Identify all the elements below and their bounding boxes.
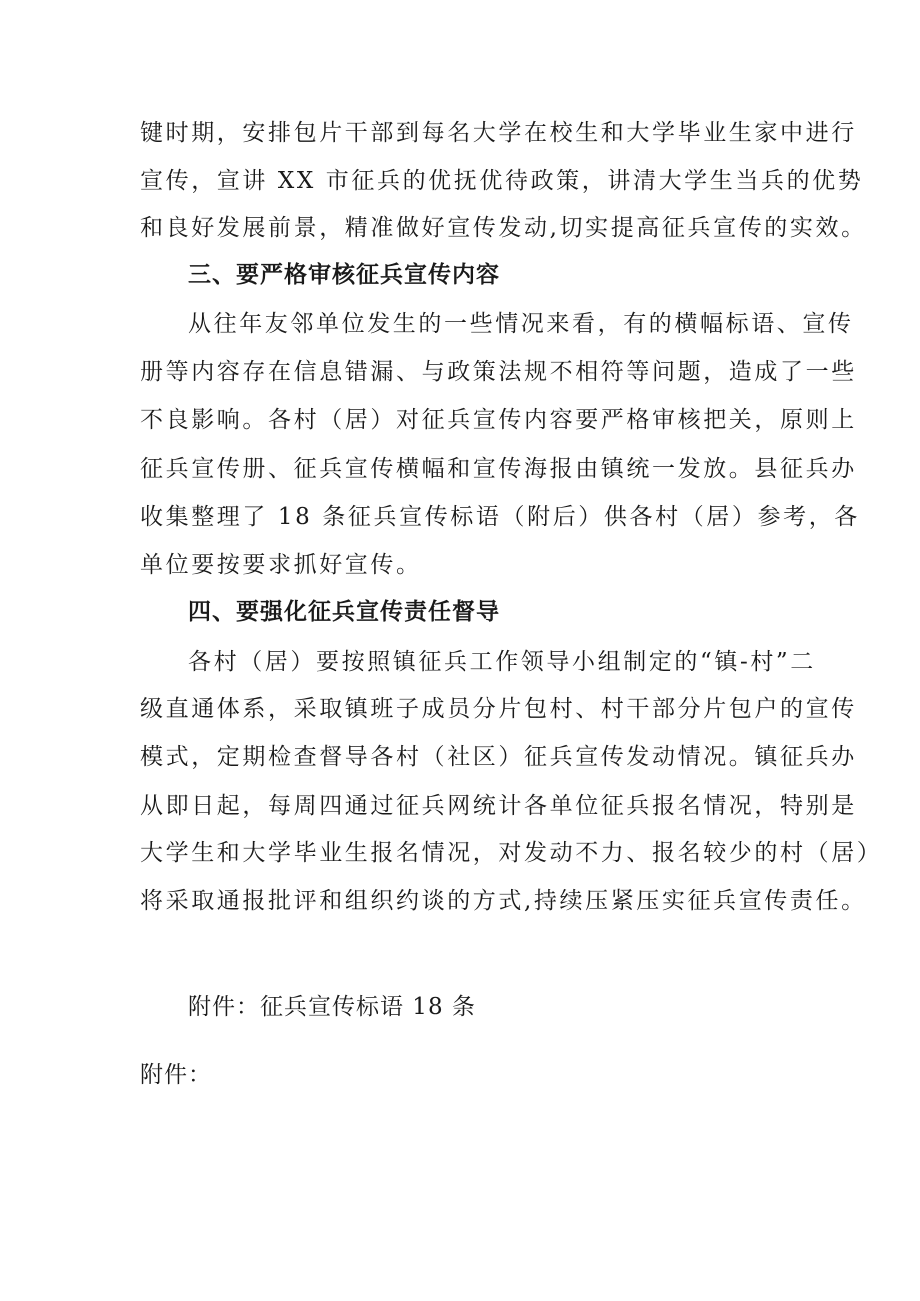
paragraph-line: 大学生和大学毕业生报名情况，对发动不力、报名较少的村（居） [140, 840, 883, 866]
section-heading: 三、要严格审核征兵宣传内容 [188, 262, 500, 288]
paragraph-line: 和良好发展前景，精准做好宣传发动,切实提高征兵宣传的实效。 [140, 215, 867, 241]
attachment-label: 附件： [140, 1062, 212, 1088]
paragraph-line: 将采取通报批评和组织约谈的方式,持续压紧压实征兵宣传责任。 [140, 888, 867, 914]
paragraph-line: 从即日起，每周四通过征兵网统计各单位征兵报名情况，特别是 [140, 793, 857, 819]
attachment-reference: 附件：征兵宣传标语 18 条 [188, 994, 476, 1020]
paragraph-line: 宣传，宣讲 XX 市征兵的优抚优待政策，讲清大学生当兵的优势 [140, 168, 864, 194]
paragraph-line: 从往年友邻单位发生的一些情况来看，有的横幅标语、宣传 [188, 311, 854, 337]
paragraph-line: 键时期，安排包片干部到每名大学在校生和大学毕业生家中进行 [140, 120, 857, 146]
paragraph-line: 单位要按要求抓好宣传。 [140, 552, 422, 578]
paragraph-line: 不良影响。各村（居）对征兵宣传内容要严格审核把关，原则上 [140, 407, 857, 433]
paragraph-line: 册等内容存在信息错漏、与政策法规不相符等问题，造成了一些 [140, 359, 857, 385]
paragraph-line: 模式，定期检查督导各村（社区）征兵宣传发动情况。镇征兵办 [140, 744, 857, 770]
paragraph-line: 收集整理了 18 条征兵宣传标语（附后）供各村（居）参考，各 [140, 504, 860, 530]
paragraph-line: 各村（居）要按照镇征兵工作领导小组制定的“镇-村”二 [188, 649, 816, 675]
paragraph-line: 级直通体系，采取镇班子成员分片包村、村干部分片包户的宣传 [140, 696, 857, 722]
paragraph-line: 征兵宣传册、征兵宣传横幅和宣传海报由镇统一发放。县征兵办 [140, 456, 857, 482]
section-heading: 四、要强化征兵宣传责任督导 [188, 599, 500, 625]
